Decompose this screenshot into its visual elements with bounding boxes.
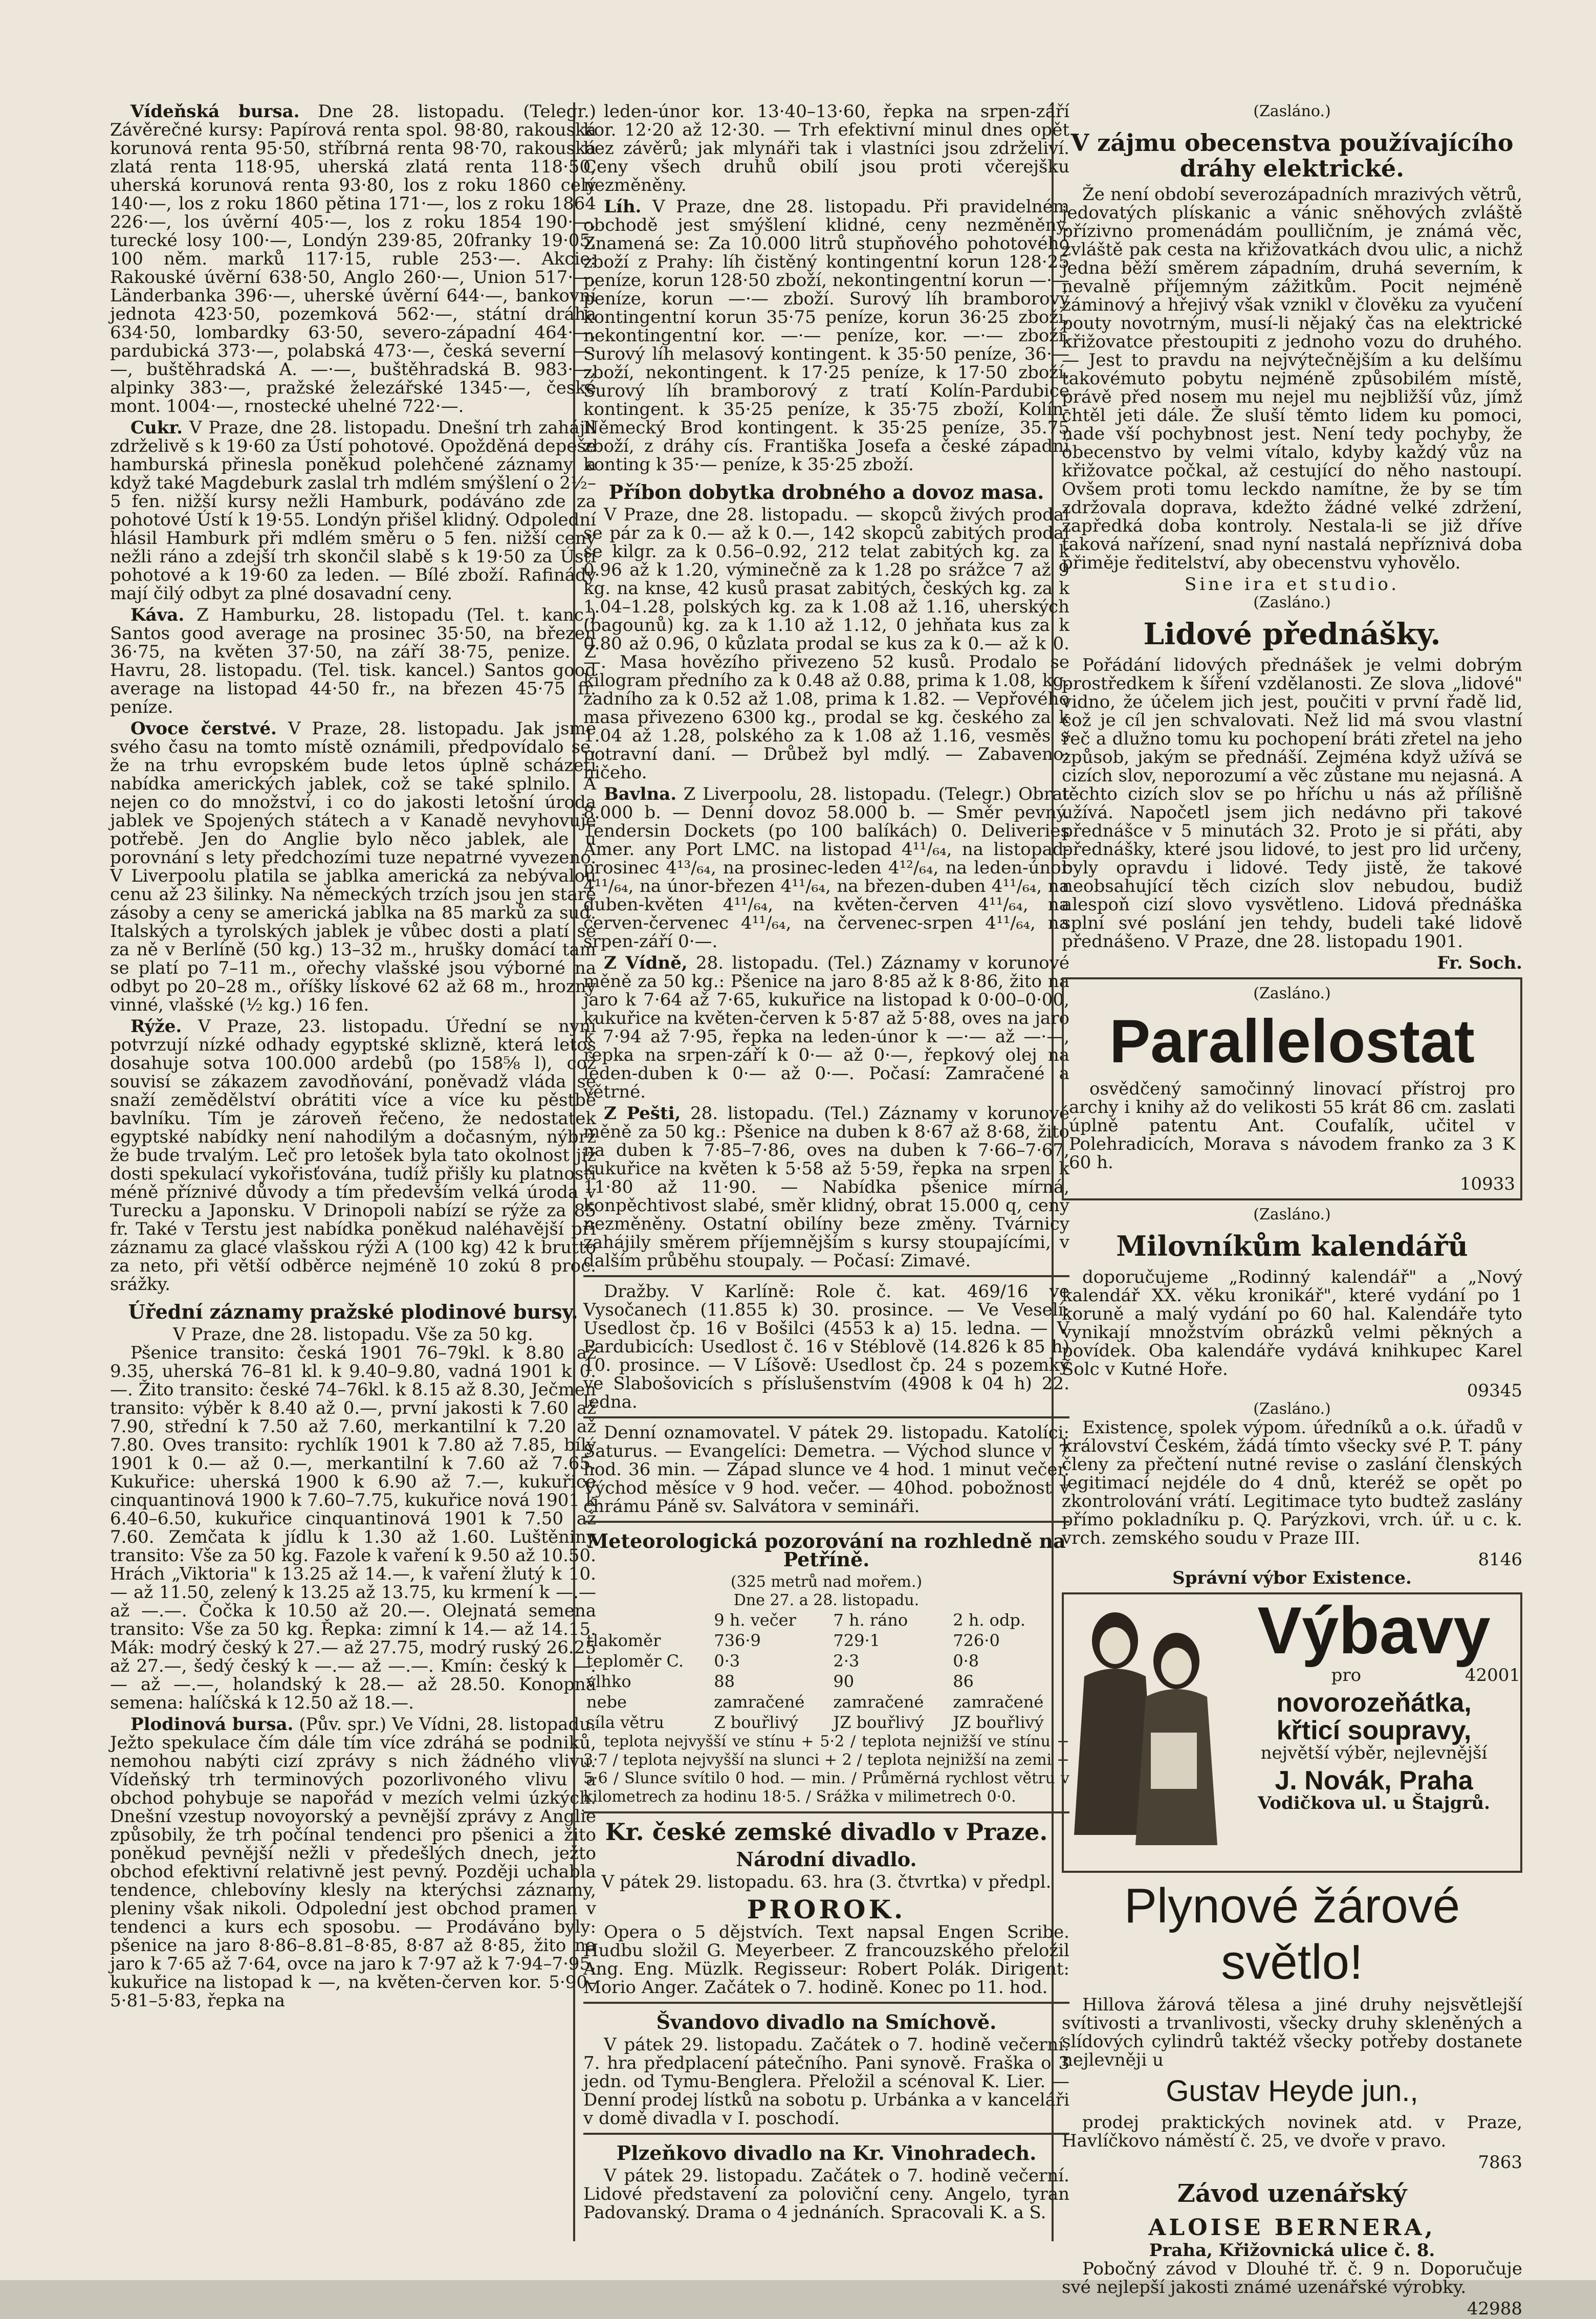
ad2-sign: Fr. Soch.	[1437, 953, 1522, 973]
meteo-row	[583, 1630, 1069, 1651]
meteo-row	[583, 1692, 1069, 1712]
meteo-label: nebe	[586, 1692, 627, 1712]
ad4-title: Milovníkům kalendářů	[1116, 1230, 1468, 1262]
article-text: V Praze, dne 28. listopadu. Při pravidelném obchodě jest smýšlení klidné, ceny nezměněny. Znamená se: Za 10.000 litrů stupňového pohotového zboží z Prahy: líh čistěný kontingentní korun 128·25 peníze, korun 128·50 zboží, nekontingentní korun —·— peníze, korun —·— zboží. Surový líh bramborový kontingentní korun 35·75 peníze, korun 36·25 zboží, nekontingentní kor. —·— peníze, kor. —·— zboží. Surový líh melasový kontingent. k 35·50 peníze, 36·— zboží, nekontingent. k 17·25 peníze, k 17·50 zboží. Surový líh bramborový z tratí Kolín-Pardubice kontingent. k 35·25 peníze, k 35·75 zboží, Kolín-Německý Brod kontingent. k 35·25 peníze, 35.75 zboží, z dráhy cís. Františka Josefa a české západní konting k 35·— peníze, k 35·25 zboží.	[583, 196, 1069, 475]
ad7-title: Plynové žárové světlo!	[1124, 1878, 1460, 1989]
ad6-line1: novorozeňátka,	[1276, 1688, 1472, 1718]
column-3	[1062, 102, 1522, 2318]
article-title: Bavlna.	[604, 784, 677, 804]
meteo-header-row	[583, 1610, 1069, 1630]
meteo-subtitle: (325 metrů nad mořem.)	[730, 1573, 923, 1591]
ad6-pro: pro 42001	[1331, 1665, 1520, 1686]
theatre2-title: Švandovo divadlo na Smíchově.	[656, 2010, 997, 2033]
ad6-text-block	[1228, 1594, 1520, 1812]
article-text: V Praze, dne 28. listopadu. Dnešní trh zahájil zdrželivě s k 19·60 za Ústí pohotové. Opožděná depeše hamburská přinesla poněkud polehčené záznamy a když také Magdeburk zaslal trh mdlém smýšlení o 2½–5 fen. nižší kursy nežli Hamburk, podáváno zde za pohotové Ústí k 19·55. Londýn přišel klidný. Odpolední hlásil Hamburk při mdlém směru o 5 fen. nižší ceny nežli ráno a zdejší trh skončil slabě s k 19·50 za Ústí pohotové a k 19·60 za leden. — Bílé zboží. Rafinády mají čilý odbyt za plné dosavadní ceny.	[110, 418, 596, 604]
article-text: 28. listopadu. (Tel.) Záznamy v korunové měně za 50 kg.: Pšenice na duben k 8·67 až 8·68, žito na duben k 7·85–7·86, oves na duben k 7·66–7·67, kukuřice na květen k 5·58 až 5·59, řepka na srpen k 11·80 až 11·90. — Nabídka pšenice mírná, konpěchtivost slabé, směr klidný, obrat 15.000 q, ceny nezměněny. Ostatní obilíny beze změny. Tvárnicy zahájily směrem příjemnějším s kursy stoupajícími, v dalším průběhu stoupaly. — Počasí: Zimavé.	[583, 1103, 1069, 1271]
ad4-text: doporučujeme „Rodinný kalendář" a „Nový kalendář XX. věku kronikář", které vydání po 1 koruně a malý vydání po 60 hal. Kalendáře tyto vynikají množstvím obrázků velmi pěkných a povídek. Oba kalendáře vydává knihkupec Karel Šolc v Kutné Hoře.	[1062, 1267, 1522, 1380]
zaslano-label: (Zasláno.)	[1253, 594, 1331, 611]
meteo-cell: 0·3	[714, 1651, 740, 1671]
theatre3-title: Plzeňkovo divadlo na Kr. Vinohradech.	[616, 2141, 1037, 2164]
ad4-number: 09345	[1467, 1381, 1522, 1401]
meteo-cell: 729·1	[833, 1631, 881, 1650]
theatre2-text: V pátek 29. listopadu. Začátek o 7. hodině večerní. 7. hra předplacení pátečního. Pani synově. Fraška o 3 jedn. od Tymu-Benglera. Přeložil a scénoval K. Lier. — Denní prodej lístků na sobotu p. Urbánka a v kanceláři v domě divadla v I. poschodí.	[583, 2034, 1069, 2129]
article-fruit	[110, 719, 596, 1014]
theatre-play: PROROK.	[747, 1894, 906, 1924]
ad6-box	[1062, 1592, 1522, 1873]
illustration-children	[1069, 1600, 1222, 1855]
ad6-number: 42001	[1464, 1665, 1520, 1686]
meteo-cell: 0·8	[953, 1651, 979, 1671]
meteo-cell: 86	[953, 1672, 974, 1691]
article-grain-prices: Pšenice transito: česká 1901 76–79kl. k 8.80 až 9.35, uherská 76–81 kl. k 9.40–9.80, vadná 1901 k 0.—. Žito transito: české 74–76kl. k 8.15 až 8.30, Ječmen transito: výběr k 8.40 až 0.—, první jakosti k 7.60 až 7.90, střední k 7.50 až 7.60, merkantilní k 7.20 až 7.80. Oves transito: rychlík 1901 k 7.80 až 7.85, bílý 1901 k 0.— až 0.—, merkantilní k 7.60 až 7.65. Kukuřice: uherská 1900 k 6.90 až 7.—, kukuřice cinquantinová 1900 k 7.60–7.75, kukuřice nová 1901 k 6.40–6.50, kukuřice cinquantinová 1901 k 7.50 až 7.60. Zemčata k jídlu k 1.30 až 1.60. Luštěniny transito: Vše za 50 kg. Fazole k vaření k 9.50 až 10.50. Hrách „Viktoria" k 13.25 až 14.—, k vaření žlutý k 10.— až 11.50, zelený k 13.25 až 13.75, ku krmení k —.— až —.—. Čočka k 10.50 až 20.—. Olejnatá semena transito: Vše za 50 kg. Řepka: zimní k 14.— až 14.15. Mák: modrý český k 27.— až 27.75, modrý ruský 26.25 až 27.—, šedý český k —.— až —.—. Kmín: český k —.— až —.—, holandský k 28.— až 28.50. Konopná semena: halíčská k 12.50 až 18.—.	[110, 1343, 596, 1713]
meteo-label: teploměr C.	[586, 1651, 684, 1671]
meteo-cell: Z bouřlivý	[714, 1713, 798, 1732]
article-continued: leden-únor kor. 13·40–13·60, řepka na srpen-září kor. 12·20 až 12·30. — Trh efektivní minul dnes opět bez závěrů; jak mlynáři tak i vlastníci jsou zdrželiví. Ceny všech druhů obilí jsou proti včerejšku nezměněny.	[583, 101, 1069, 195]
meteo-row	[583, 1712, 1069, 1733]
section-heading: Úřední záznamy pražské plodinové bursy.	[128, 1300, 578, 1323]
theatre-title: Kr. české zemské divadlo v Praze.	[605, 1818, 1048, 1846]
article-text: V Praze, 28. listopadu. Jak jsme svého času na tomto místě oznámili, předpovídalo se, že na trhu evropském bude letos úplně scházeti nabídka amerických jablek, což se také splnilo. A nejen co do množství, i co do jakosti letošní úroda jablek ve Spojených státech a v Kanadě nevyhovuje potřebě. Jen do Anglie bylo něco jablek, ale u porovnání s lety předchozími tuze nepatrné vyvezeno. V Liverpoolu platila se jablka americká za nebývalou cenu až 23 šilinky. Na německých trzích jsou jen staré zásoby a ceny se americká jablka na 85 marků za sud. Italských a tyrolských jablek je vůbec dosti a platí se za ně v Berlíně (50 kg.) 13–32 m., hrušky domácí tam se platí po 7–11 m., ořechy vlašské jsou výborné na odbyt po 20–28 m., oříšky lískové 62 až 68 m., hrozny vinné, vlašské (½ kg.) 16 fen.	[110, 718, 597, 1015]
ad5-number: 8146	[1478, 1549, 1522, 1570]
zaslano-label: (Zasláno.)	[1253, 102, 1331, 120]
article-spirits	[583, 198, 1069, 474]
zaslano-label: (Zasláno.)	[1253, 1400, 1331, 1418]
article-text: Dne 28. listopadu. (Telegr.) Závěrečné kursy: Papírová renta spol. 98·80, rakouská korunová renta 95·50, stříbrná renta 98·70, rakouská zlatá renta 118·95, uherská zlatá renta 118·50, uherská korunová renta 93·80, los z roku 1860 celý 140·—, los z roku 1860 pětina 171·—, los z roku 1864 226·—, los úvěrní 405·—, los z roku 1854 190·—, turecké losy 100·—, Londýn 239·85, 20franky 19·05, 100 něm. marků 117·15, ruble 253·—. Akcie: Rakouské úvěrní 638·50, Anglo 260·—, Union 517·—, Länderbanka 396·—, uherské úvěrní 644·—, bankovní jednota 423·50, pozemková 562·—, státní dráha 634·50, lombardky 63·50, severo-západní 464·—, pardubická 373·—, polabská 473·—, česká severní —·—, buštěhradská A. —·—, buštěhradská B. 983·—, alpinky 383·—, pražské železářské 1345·—, české mont. 1004·—, rnostecké uhelné 722·—.	[110, 101, 596, 417]
meteo-cell: 88	[714, 1672, 735, 1691]
article-produce-exchange	[110, 1715, 596, 2010]
divider	[583, 1521, 1069, 1523]
divider	[583, 1416, 1069, 1418]
meteo-header: 7 h. ráno	[833, 1610, 908, 1630]
article-rice	[110, 1017, 596, 1294]
article-text: V Praze, 23. listopadu. Úřední se nyní potvrzují nízké odhady egyptské sklizně, která letos dosahuje sotva 100.000 ardebů (po 158⅝ l), což souvisí se zákazem zavodňování, poněvadž vláda se snaží zemědělství obrátiti více a více ku pěstbě bavlníku. Tím je zároveň řečeno, že nedostatek egyptské nabídky není nahodilým a dočasným, nýbrž že bude trvalým. Leč pro letošek byla tato okolnost již dosti spekulací vykořisťována, tudíž přišly ku platnosti méně příznivé důvody a tím především velká úroda v Turecku a Japonsku. V Drinopoli nabízí se rýže za 85 fr. Také v Terstu jest nabídka poněkud naléhavější při záznamu za glacé vlašskou rýži A (100 kg) 42 k brutto za neto, při větší odběrce nejméně 10 zokú 8 proc. srážky.	[110, 1016, 596, 1295]
meteo-label: síla větru	[586, 1713, 664, 1732]
ad2-title: Lidové přednášky.	[1143, 617, 1441, 651]
ad6-title: Výbavy	[1257, 1593, 1491, 1668]
ad7-text: Hillova žárová tělesa a jiné druhy nejsvětlejší svítivosti a trvanlivosti, všecky druhy skleněných a slídových cylindrů taktéž všecky potřeby dostanete nejlevněji u	[1062, 1995, 1522, 2070]
divider	[583, 1811, 1069, 1813]
meteo-cell: zamračené	[714, 1692, 805, 1712]
ad6-line5: Vodičkova ul. u Štajgrů.	[1258, 1793, 1490, 1813]
meteo-cell: zamračené	[833, 1692, 924, 1712]
article-coffee	[110, 606, 596, 716]
ad6-head: Správní výbor Existence.	[1172, 1568, 1412, 1588]
ad7-name: Gustav Heyde jun.,	[1166, 2074, 1418, 2108]
article-title: Z Vídně,	[604, 953, 688, 973]
zaslano-label: (Zasláno.)	[1253, 985, 1331, 1002]
meteo-label: vlhko	[586, 1672, 631, 1691]
meteo-extra: teplota nejvyšší ve stínu + 5·2 / teplota nejnižší ve stínu − 3·7 / teplota nejvyšší na slunci + 2 / teplota nejnižší na zemi − 5·6 / Slunce svítilo 0 hod. — min. / Průměrná rychlost větru v kilometrech za hodinu 18·5. / Srážka v milimetrech 0·0.	[583, 1733, 1069, 1806]
article-pest	[583, 1104, 1069, 1270]
meteo-title: Meteorologická pozorování na rozhledně na Petříně.	[587, 1529, 1066, 1571]
ad2-text: Pořádání lidových přednášek je velmi dobrým prostředkem k šíření vzdělanosti. Ze slova „lidové" vidno, že účelem jich jest, poučiti v první řadě lid, což je cíl jen schvalovati. Než lid má svou vlastní řeč a dlužno tomu ku pochopení bráti zřetel na jeho způsob, jakým se přednáší. Zejména když užívá se cizích slov, neporozumí a věc zůstane mu nejasná. A těchto cizích slov se po hříchu u nás až přílišně užívá. Napočetl jsem jich nedávno při takové přednášce v 5 minutách 32. Proto je si přáti, aby přednášky, které jsou lidové, to jest pro lid určeny, byly opravdu i lidové. Tedy jistě, že takové neobsahující těch cizích slov nebudou, budiž alespoň cizí slovo vysvětleno. Lidová přednáška splní své poslání jen tehdy, budeli také lidově přednášeno. V Praze, dne 28. listopadu 1901.	[1062, 655, 1522, 952]
divider	[583, 2133, 1069, 2135]
article-text: 28. listopadu. (Tel.) Záznamy v korunové měně za 50 kg.: Pšenice na jaro 8·85 až k 8·86, žito na jaro k 7·64 až 7·65, kukuřice na listopad k 0·00–0·00, kukuřice na květen-červen k 5·87 až 5·88, oves na jaro k 7·94 až 7·95, řepka na leden-únor k —·— až —·—, řepka na srpen-září k 0·— až 0·—, řepkový olej na leden-duben k 0·— až 0·—. Počasí: Zamračené a větrné.	[583, 953, 1069, 1102]
ad8-text: Pobočný závod v Dlouhé tř. č. 9 n. Doporučuje své nejlepší jakosti známé uzenářské výrobky.	[1062, 2259, 1522, 2298]
meteo-label: tlakoměr	[586, 1631, 661, 1650]
ad3-title: Parallelostat	[1109, 1007, 1475, 1076]
article-text: Z Liverpoolu, 28. listopadu. (Telegr.) Obrat 8.000 b. — Denní dovoz 58.000 b. — Směr pevný. Tendersin Dockets (po 100 balíkách) 0. Deliveries Amer. any Port LMC. na listopad 4¹¹/₆₄, na listopad-prosinec 4¹³/₆₄, na prosinec-leden 4¹²/₆₄, na leden-únor 4¹¹/₆₄, na únor-březen 4¹¹/₆₄, na březen-duben 4¹¹/₆₄, na duben-květen 4¹¹/₆₄, na květen-červen 4¹¹/₆₄, na červen-červenec 4¹¹/₆₄, na červenec-srpen 4¹¹/₆₄, na srpen-září 0·—.	[583, 784, 1070, 952]
ad8-address: Praha, Křižovnická ulice č. 8.	[1149, 2240, 1435, 2261]
ad6-line4: J. Novák, Praha	[1275, 1766, 1473, 1796]
meteo-cell: 90	[833, 1672, 855, 1691]
meteo-row	[583, 1671, 1069, 1692]
ad7-text2: prodej praktických novinek atd. v Praze, Havlíčkovo náměstí č. 25, ve dvoře v pravo.	[1062, 2112, 1522, 2151]
meteo-date: Dne 27. a 28. listopadu.	[733, 1591, 920, 1609]
article-vienna	[583, 954, 1069, 1101]
column-1	[110, 102, 596, 2013]
divider	[583, 1275, 1069, 1277]
article-auctions: Dražby. V Karlíně: Role č. kat. 469/16 ve Vysočanech (11.855 k) 30. prosince. — Ve Veselí: Usedlost čp. 16 v Bošilci (4553 k a) 15. ledna. — V Pardubicích: Usedlost č. 16 v Stéblově (14.826 k 85 h) 10. prosince. — V Líšově: Usedlost čp. 24 s pozemky ve Slabošovicích s příslušenstvím (4908 k 04 h) 22. ledna.	[583, 1281, 1069, 1412]
ad8-number: 42988	[1467, 2299, 1522, 2319]
ad3-text: osvědčený samočinný linovací přístroj pro archy i knihy až do velikosti 55 krát 86 cm. zaslati úplně patentu Ant. Coufalík, učitel v Polehradicích, Morava s návodem franko za 3 K 60 h.	[1069, 1079, 1515, 1173]
article-title: Káva.	[130, 605, 185, 625]
meteo-cell: 726·0	[953, 1631, 1000, 1650]
article-title: Ovoce čerstvé.	[130, 718, 277, 739]
article-text: Z Hamburku, 28. listopadu (Tel. t. kanc.) Santos good average na prosinec 35·50, na březen 36·75, na květen 37·50, na září 38·75, penize. Z Havru, 28. listopadu. (Tel. tisk. kancel.) Santos good average na listopad 44·50 fr., na březen 45·75 fr. peníze.	[110, 605, 596, 717]
meteo-cell: 736·9	[714, 1631, 761, 1650]
section-heading: Příbon dobytka drobného a dovoz masa.	[608, 480, 1044, 504]
theatre-subtitle: Národní divadlo.	[736, 1848, 917, 1871]
meteo-cell: 2·3	[833, 1651, 860, 1671]
article-title: Líh.	[604, 196, 642, 217]
divider	[583, 2002, 1069, 2004]
ad7-number: 7863	[1478, 2152, 1522, 2173]
theatre-line: V pátek 29. listopadu. 63. hra (3. čtvrtka) v předpl.	[601, 1872, 1052, 1892]
article-daily-notices: Denní oznamovatel. V pátek 29. listopadu. Katolíci: Saturus. — Evangelíci: Demetra. — Východ slunce v 7 hod. 36 min. — Západ slunce ve 4 hod. 1 minut večer. Východ měsíce v 9 hod. večer. — 40hod. pobožnost v chrámu Páně sv. Salvátora v semináři.	[583, 1423, 1069, 1517]
article-title: Plodinová bursa.	[130, 1714, 294, 1735]
column-2	[583, 102, 1069, 2225]
ad5-text: Existence, spolek výpom. úředníků a o.k. úřadů v království Českém, žádá tímto všecky své P. T. pány členy za přečtení nutné revise o zaslání členských legitimací nejdéle do 4 dnů, kteréž se opět po zkontrolování vrátí. Legitimace tyto budtež zaslány přímo pokladníku p. Q. Parýzkovi, vrch. úř. u c. k. vrch. zemského soudu v Praze III.	[1062, 1417, 1522, 1548]
ad1-title: V zájmu obecenstva používajícího dráhy elektrické.	[1070, 129, 1514, 182]
meteo-header: 9 h. večer	[714, 1610, 796, 1630]
article-title: Vídeňská bursa.	[130, 101, 300, 122]
theatre3-text: V pátek 29. listopadu. Začátek o 7. hodině večerní. Lidové představení za poloviční ceny. Angelo, tyran Padovanský. Drama o 4 jednáních. Spracovali K. a S.	[583, 2165, 1069, 2223]
article-cotton	[583, 785, 1069, 951]
article-title: Cukr.	[130, 418, 183, 438]
ad6-line3: největší výběr, nejlevnější	[1260, 1743, 1488, 1763]
meteo-table	[583, 1610, 1069, 1733]
meteo-cell: JZ bouřlivý	[833, 1713, 924, 1732]
ad1-sign: Sine ira et studio.	[1184, 574, 1400, 595]
meteo-cell: zamračené	[953, 1692, 1044, 1712]
article-text: (Pův. spr.) Ve Vídni, 28. listopadu. Ježto spekulace čím dále tím více zdráhá se podniků, nemohou nabýti cizí zprávy s nich žádného vlivu. Vídeňský trh terminových pozorlivoného vlivu a obchod pohybuje se napořád v mezích velmi úzkých. Dnešní vzestup novoyorský a pevnější zprávy z Anglie způsobily, že trh počínal tendenci pro pšenici a žito poněkud pevnější nežli v předešlých dnech, ježto obchod efektivní relativně jest pevný. Později uchabla tendence, chlebovíny klesly na kterýchsi záznamy, pleniny však nikoli. Odpolední jest obchod pramen v tendenci a kurs ech sposobu. — Prodáváno byly: pšenice na jaro 8·86–8.81–8·85, 8·87 až 8·85, žito na jaro k 7·65 až 7·64, ovce na jaro k 7·97 až k 7·94–7·95, kukuřice na listopad k —, na květen-červen kor. 5·90–5·81–5·83, řepka na	[110, 1714, 596, 2011]
article-sugar	[110, 419, 596, 603]
meteo-header: 2 h. odp.	[953, 1610, 1026, 1630]
zaslano-label: (Zasláno.)	[1253, 1206, 1331, 1223]
section-subtitle: V Praze, dne 28. listopadu. Vše za 50 kg.	[173, 1324, 533, 1345]
article-vienna-bourse	[110, 102, 596, 415]
meteo-row	[583, 1651, 1069, 1671]
ad6-line2: křticí soupravy,	[1276, 1716, 1472, 1745]
article-title: Rýže.	[130, 1016, 182, 1037]
theatre-text: Opera o 5 dějstvích. Text napsal Engen Scribe. Hudbu složil G. Meyerbeer. Z francouzského přeložil Ang. Eng. Müzlk. Regisseur: Robert Polák. Dirigent: Morio Anger. Začátek o 7. hodině. Konec po 11. hod.	[583, 1922, 1069, 1998]
article-title: Z Pešti,	[604, 1103, 681, 1124]
ad3-box	[1062, 977, 1522, 1200]
ad3-number: 10933	[1459, 1174, 1515, 1194]
ad8-name: ALOISE BERNERA,	[1148, 2215, 1436, 2241]
ad1-text: Že není období severozápadních mrazivých větrů, jedovatých plískanic a vánic sněhových zvláště přízivno promenádám poulličním, je známá věc, zvláště pak cesta na křižovatkách dvou ulic, a nichž jedna běží směrem západním, druhá severním, k nevalně příjemným zážitkům. Pocit nejméně záminový a hřejivý však vznikl v člověku za vyučení pouty novotrným, musí-li nějaký čas na elektrické křižovatce přestoupiti z jednoho vozu do druhého. — Jest to pravdu na nejvýtečnějším a ku delšímu takovémuto pobytu nejméně způsobilém místě, právě před nosem mu nejel mu nejbližší vůz, jímž chtěl jeti dále. Že sluší těmto lidem ku pomoci, nade vší pochybnost jest. Není tedy pochyby, že obecenstvo by velmi vítalo, kdyby každý vůz na křižovatce počkal, až cestující do něho nastoupí. Ovšem proti tomu leckdo namítne, že by se tím zdržovala doprava, kdežto žádné velké zdržení, zapředká doba kontroly. Nestala-li se již dříve taková nařízení, snad nyní nastalá nepříznivá doba přiměje ředitelství, aby obecenstvu vyhovělo.	[1062, 184, 1522, 573]
ad8-title: Závod uzenářský	[1177, 2179, 1407, 2208]
meteo-cell: JZ bouřlivý	[953, 1713, 1044, 1732]
article-livestock: V Praze, dne 28. listopadu. — skopců živých prodal se pár za k 0.— až k 0.—, 142 skopců zabitých prodal se kilgr. za k 0.56–0.92, 212 telat zabitých kg. za k 0.96 až k 1.20, výminečně za k 1.28 po srážce 7 až 9 kg. na knse, 42 kusů prasat zabitých, českých kg. za k 1.04–1.28, polských kg. za k 1.08 až 1.16, uherských (bagounů) kg. za k 1.10 až 1.12, 0 jehňata kus za k 0.80 až 0.96, 0 kůzlata prodal se kus za k 0.— až k 0.—. Masa hovězího přivezeno 52 kusů. Prodalo se kilogram předního za k 0.48 až 0.88, prima k 1.08, kg. zadního za k 0.52 až 1.08, prima k 1.82. — Vepřového masa přivezeno 6300 kg., prodal se kg. českého za k 1.04 až 1.28, polského za k 1.08 až 1.16, vesměs s potravní daní. — Drůbež byl mdlý. — Zabaveno: ničeho.	[583, 505, 1069, 783]
